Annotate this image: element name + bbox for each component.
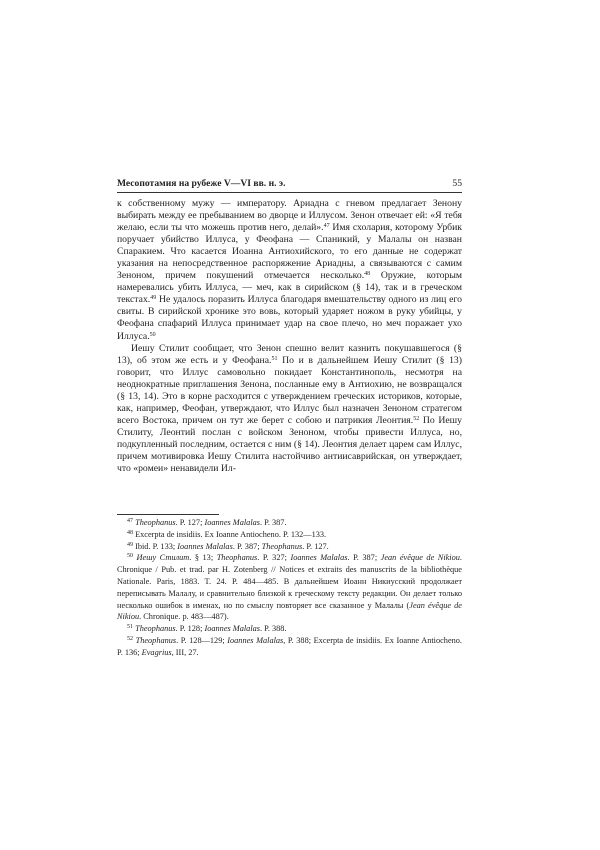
- footnote: $^{48}$ Excerpta de insidiis. Ex Ioanne Antiocheno. P. 132—133.: [127, 529, 327, 539]
- footnote-ref: 48: [364, 271, 371, 278]
- footnote: $^{50}$ Иешу Стилит. § 13; Theophanus. P. 327; Ioannes Malalas. P. 387; Jean évêque de Nikiou. Chronique / Pub. et trad. par H. Zotenberg // Notices et extraits des manuscrits de la bibliothèque Nationale. Paris, 1883. T. 24. P. 484—485. В дальнейшем Иоанн Никиусский продолжает переписывать Малалу, и сравнительно близкой к греческому тексту редакции. Он делает только несколько ошибок в именах, но по смыслу повторяет все сказанное у Малалы (Jean évêque de Nikiou. Chronique. p. 483—487).: [117, 553, 462, 622]
- paragraph: Иешу Стилит сообщает, что Зенон спешно велит казнить покушавшегося (§ 13), об этом же есть и у Феофана.$^{51}$ По и в дальнейшем Иешу Стилит (§ 13) говорит, что Иллус самовольно покидает Константинополь, несмотря на неоднократные приглашения Зенона, посланные ему в Антиохию, не возвращался (§ 13, 14). Это в корне расходится с утверждением греческих историков, которые, как, например, Феофан, утверждают, что Иллус был назначен Зеноном стратегом всего Востока, причем он тут же берет с собою и патрикия Леонтия.$^{52}$ По Иешу Стилиту, Леонтий послан с войском Зеноном, чтобы привести Иллуса, но, подкупленный последним, остается с ним (§ 14). Леонтия делает царем сам Иллус, причем мотивировка Иешу Стилита настойчиво антиисаврийская, он утверждает, что «ромеи» ненавидели Ил-: [117, 342, 463, 475]
- footnotes: [117, 517, 462, 659]
- paragraph: к собственному мужу — императору. Ариадна с гневом предлагает Зенону выбирать между ее пребыванием во дворце и Иллусом. Зенон отвечает ей: «Я тебя желаю, если ты что можешь против него, делай».$^{47}$ Имя схолария, которому Урбик поручает убийство Иллуса, у Феофана — Спаникий, у Малалы он назван Спаракием. Что касается Иоанна Антиохийского, то его данные не содержат указания на непосредственное распоряжение Ариадны, а связываются с самим Зеноном, причем покушений отмечается несколько.$^{48}$ Оружие, которым намеревались убить Иллуса, — меч, как в сирийском (§ 14), так и в греческом текстах.$^{49}$ Не удалось поразить Иллуса благодаря вмешательству одного из лиц его свиты. В сирийской хронике это вовь, который ударяет ножом в руку убийцы, у Феофана спафарий Иллуса принимает удар на свое плечо, но меч поражает ухо Иллуса.$^{50}$: [117, 198, 463, 342]
- header-rule: [117, 192, 462, 193]
- book-page: [117, 0, 462, 850]
- running-head: [117, 177, 462, 191]
- footnote-ref: 49: [150, 295, 157, 302]
- footnote: $^{52}$ Theophanus. P. 128—129; Ioannes Malalas, P. 388; Excerpta de insidiis. Ex Ioanne Antiocheno. P. 136; Evagrius, III, 27.: [117, 635, 462, 657]
- main-text: [117, 198, 462, 475]
- footnote: $^{51}$ Theophanus. P. 128; Ioannes Malalas. P. 388.: [127, 624, 287, 634]
- footnote: $^{49}$ Ibid. P. 133; Ioannes Malalas. P. 387; Theophanus. P. 127.: [127, 541, 329, 551]
- running-head-title: Месопотамия на рубеже V—VI вв. н. э.: [117, 178, 286, 189]
- footnote: $^{47}$ Theophanus. P. 127; Ioannes Malalas. P. 387.: [127, 518, 287, 527]
- footnote-ref: 52: [413, 415, 420, 422]
- footnote-ref: 50: [149, 331, 156, 338]
- footnote-ref: 51: [271, 355, 278, 362]
- footnote-ref: 47: [323, 223, 330, 230]
- footnote-rule: [117, 514, 219, 515]
- page-number: 55: [452, 178, 462, 189]
